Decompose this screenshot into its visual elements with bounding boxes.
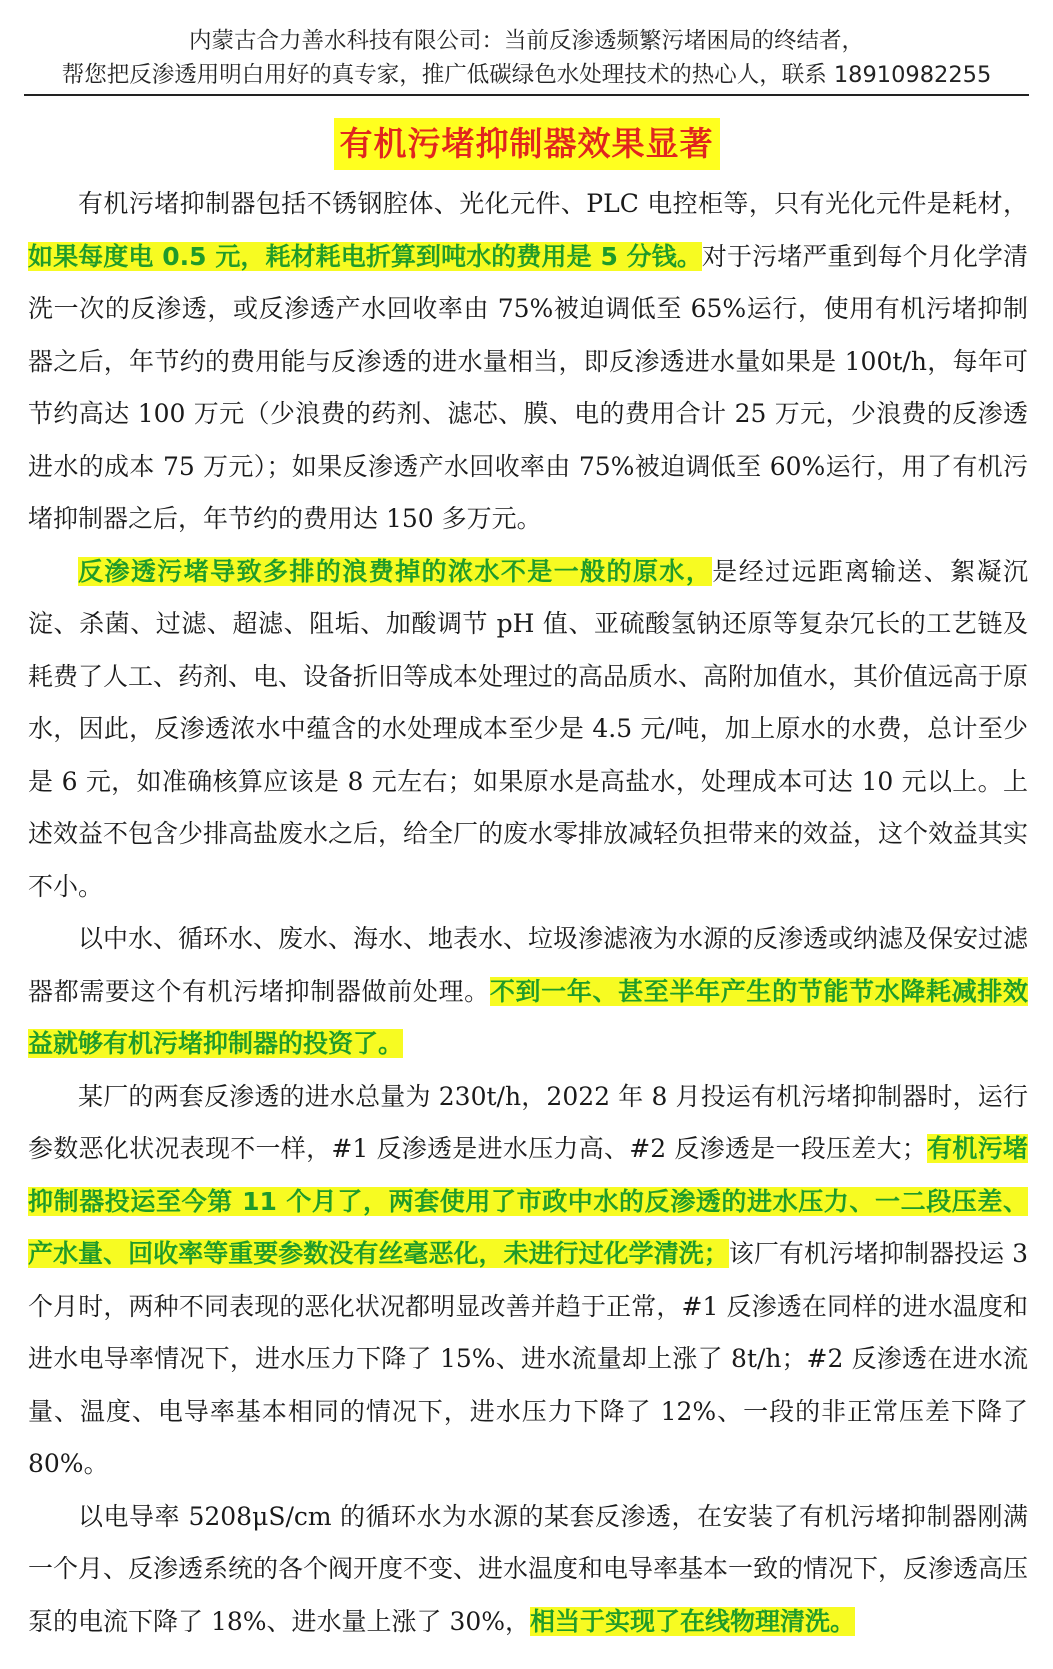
paragraph-4 bbox=[28, 1071, 1028, 1491]
paragraph-3-highlight: 不到一年、甚至半年产生的节能节水降耗减排效益就够有机污堵抑制器的投资了。 bbox=[28, 976, 1028, 1058]
company-header bbox=[24, 24, 1029, 92]
paragraph-3-segment-1: 以中水、循环水、废水、海水、地表水、垃圾渗滤液为水源的反渗透或纳滤及保安过滤器都需要这个有机污堵抑制器做前处理。 bbox=[28, 924, 1029, 1006]
paragraph-3 bbox=[28, 913, 1028, 1071]
paragraph-5 bbox=[28, 1491, 1028, 1649]
paragraph-1-highlight: 如果每度电 0.5 元，耗材耗电折算到吨水的费用是 5 分钱。 bbox=[28, 241, 702, 271]
paragraph-2 bbox=[28, 546, 1028, 914]
paragraph-5-highlight: 相当于实现了在线物理清洗。 bbox=[530, 1606, 856, 1636]
paragraph-2-segment-2: 是经过远距离输送、絮凝沉淀、杀菌、过滤、超滤、阻垢、加酸调节 pH 值、亚硫酸氢钠还原等复杂冗长的工艺链及耗费了人工、药剂、电、设备折旧等成本处理过的高品质水、高附加值水，其价值远高于原水，因此，反渗透浓水中蕴含的水处理成本至少是 4.5 元/吨，加上原水的水费，总计至少是 6 元，如准确核算应该是 8 元左右；如果原水是高盐水，处理成本可达 10 元以上。上述效益不包含少排高盐废水之后，给全厂的废水零排放减轻负担带来的效益，这个效益其实不小。 bbox=[28, 556, 1029, 901]
header-line-2: 帮您把反渗透用明白用好的真专家，推广低碳绿色水处理技术的热心人，联系 18910982255 bbox=[61, 62, 992, 88]
paragraph-1-segment-3: 对于污堵严重到每个月化学清洗一次的反渗透，或反渗透产水回收率由 75%被迫调低至 65%运行，使用有机污堵抑制器之后，年节约的费用能与反渗透的进水量相当，即反渗透进水量如果是 100t/h，每年可节约高达 100 万元（少浪费的药剂、滤芯、膜、电的费用合计 25 万元，少浪费的反渗透进水的成本 75 万元）；如果反渗透产水回收率由 75%被迫调低至 60%运行，用了有机污堵抑制器之后，年节约的费用达 150 多万元。 bbox=[28, 241, 1028, 533]
paragraph-2-highlight: 反渗透污堵导致多排的浪费掉的浓水不是一般的原水， bbox=[78, 556, 713, 586]
paragraph-5-segment-1: 以电导率 5208μS/cm 的循环水为水源的某套反渗透，在安装了有机污堵抑制器刚满一个月、反渗透系统的各个阀开度不变、进水温度和电导率基本一致的情况下，反渗透高压泵的电流下降了 18%、进水量上涨了 30%， bbox=[28, 1501, 1029, 1636]
paragraph-4-highlight: 有机污堵抑制器投运至今第 11 个月了，两套使用了市政中水的反渗透的进水压力、一二段压差、产水量、回收率等重要参数没有丝毫恶化，未进行过化学清洗； bbox=[28, 1134, 1028, 1268]
paragraph-4-segment-1: 某厂的两套反渗透的进水总量为 230t/h，2022 年 8 月投运有机污堵抑制器时，运行参数恶化状况表现不一样，#1 反渗透是进水压力高、#2 反渗透是一段压差大； bbox=[28, 1081, 1028, 1163]
page-title: 有机污堵抑制器效果显著 bbox=[334, 118, 720, 170]
paragraph-1-segment-1: 有机污堵抑制器包括不锈钢腔体、光化元件、PLC 电控柜等，只有光化元件是耗材， bbox=[78, 189, 1028, 218]
header-divider bbox=[24, 94, 1029, 96]
paragraph-1 bbox=[28, 178, 1028, 546]
title-wrap bbox=[0, 118, 1053, 170]
header-line-1: 内蒙古合力善水科技有限公司：当前反渗透频繁污堵困局的终结者， bbox=[188, 28, 864, 54]
paragraph-4-segment-3: 该厂有机污堵抑制器投运 3 个月时，两种不同表现的恶化状况都明显改善并趋于正常，#1 反渗透在同样的进水温度和进水电导率情况下，进水压力下降了 15%、进水流量却上涨了 8t/h；#2 反渗透在进水流量、温度、电导率基本相同的情况下，进水压力下降了 12%、一段的非正常压差下降了 80%。 bbox=[28, 1239, 1028, 1478]
article-body bbox=[28, 178, 1028, 1648]
